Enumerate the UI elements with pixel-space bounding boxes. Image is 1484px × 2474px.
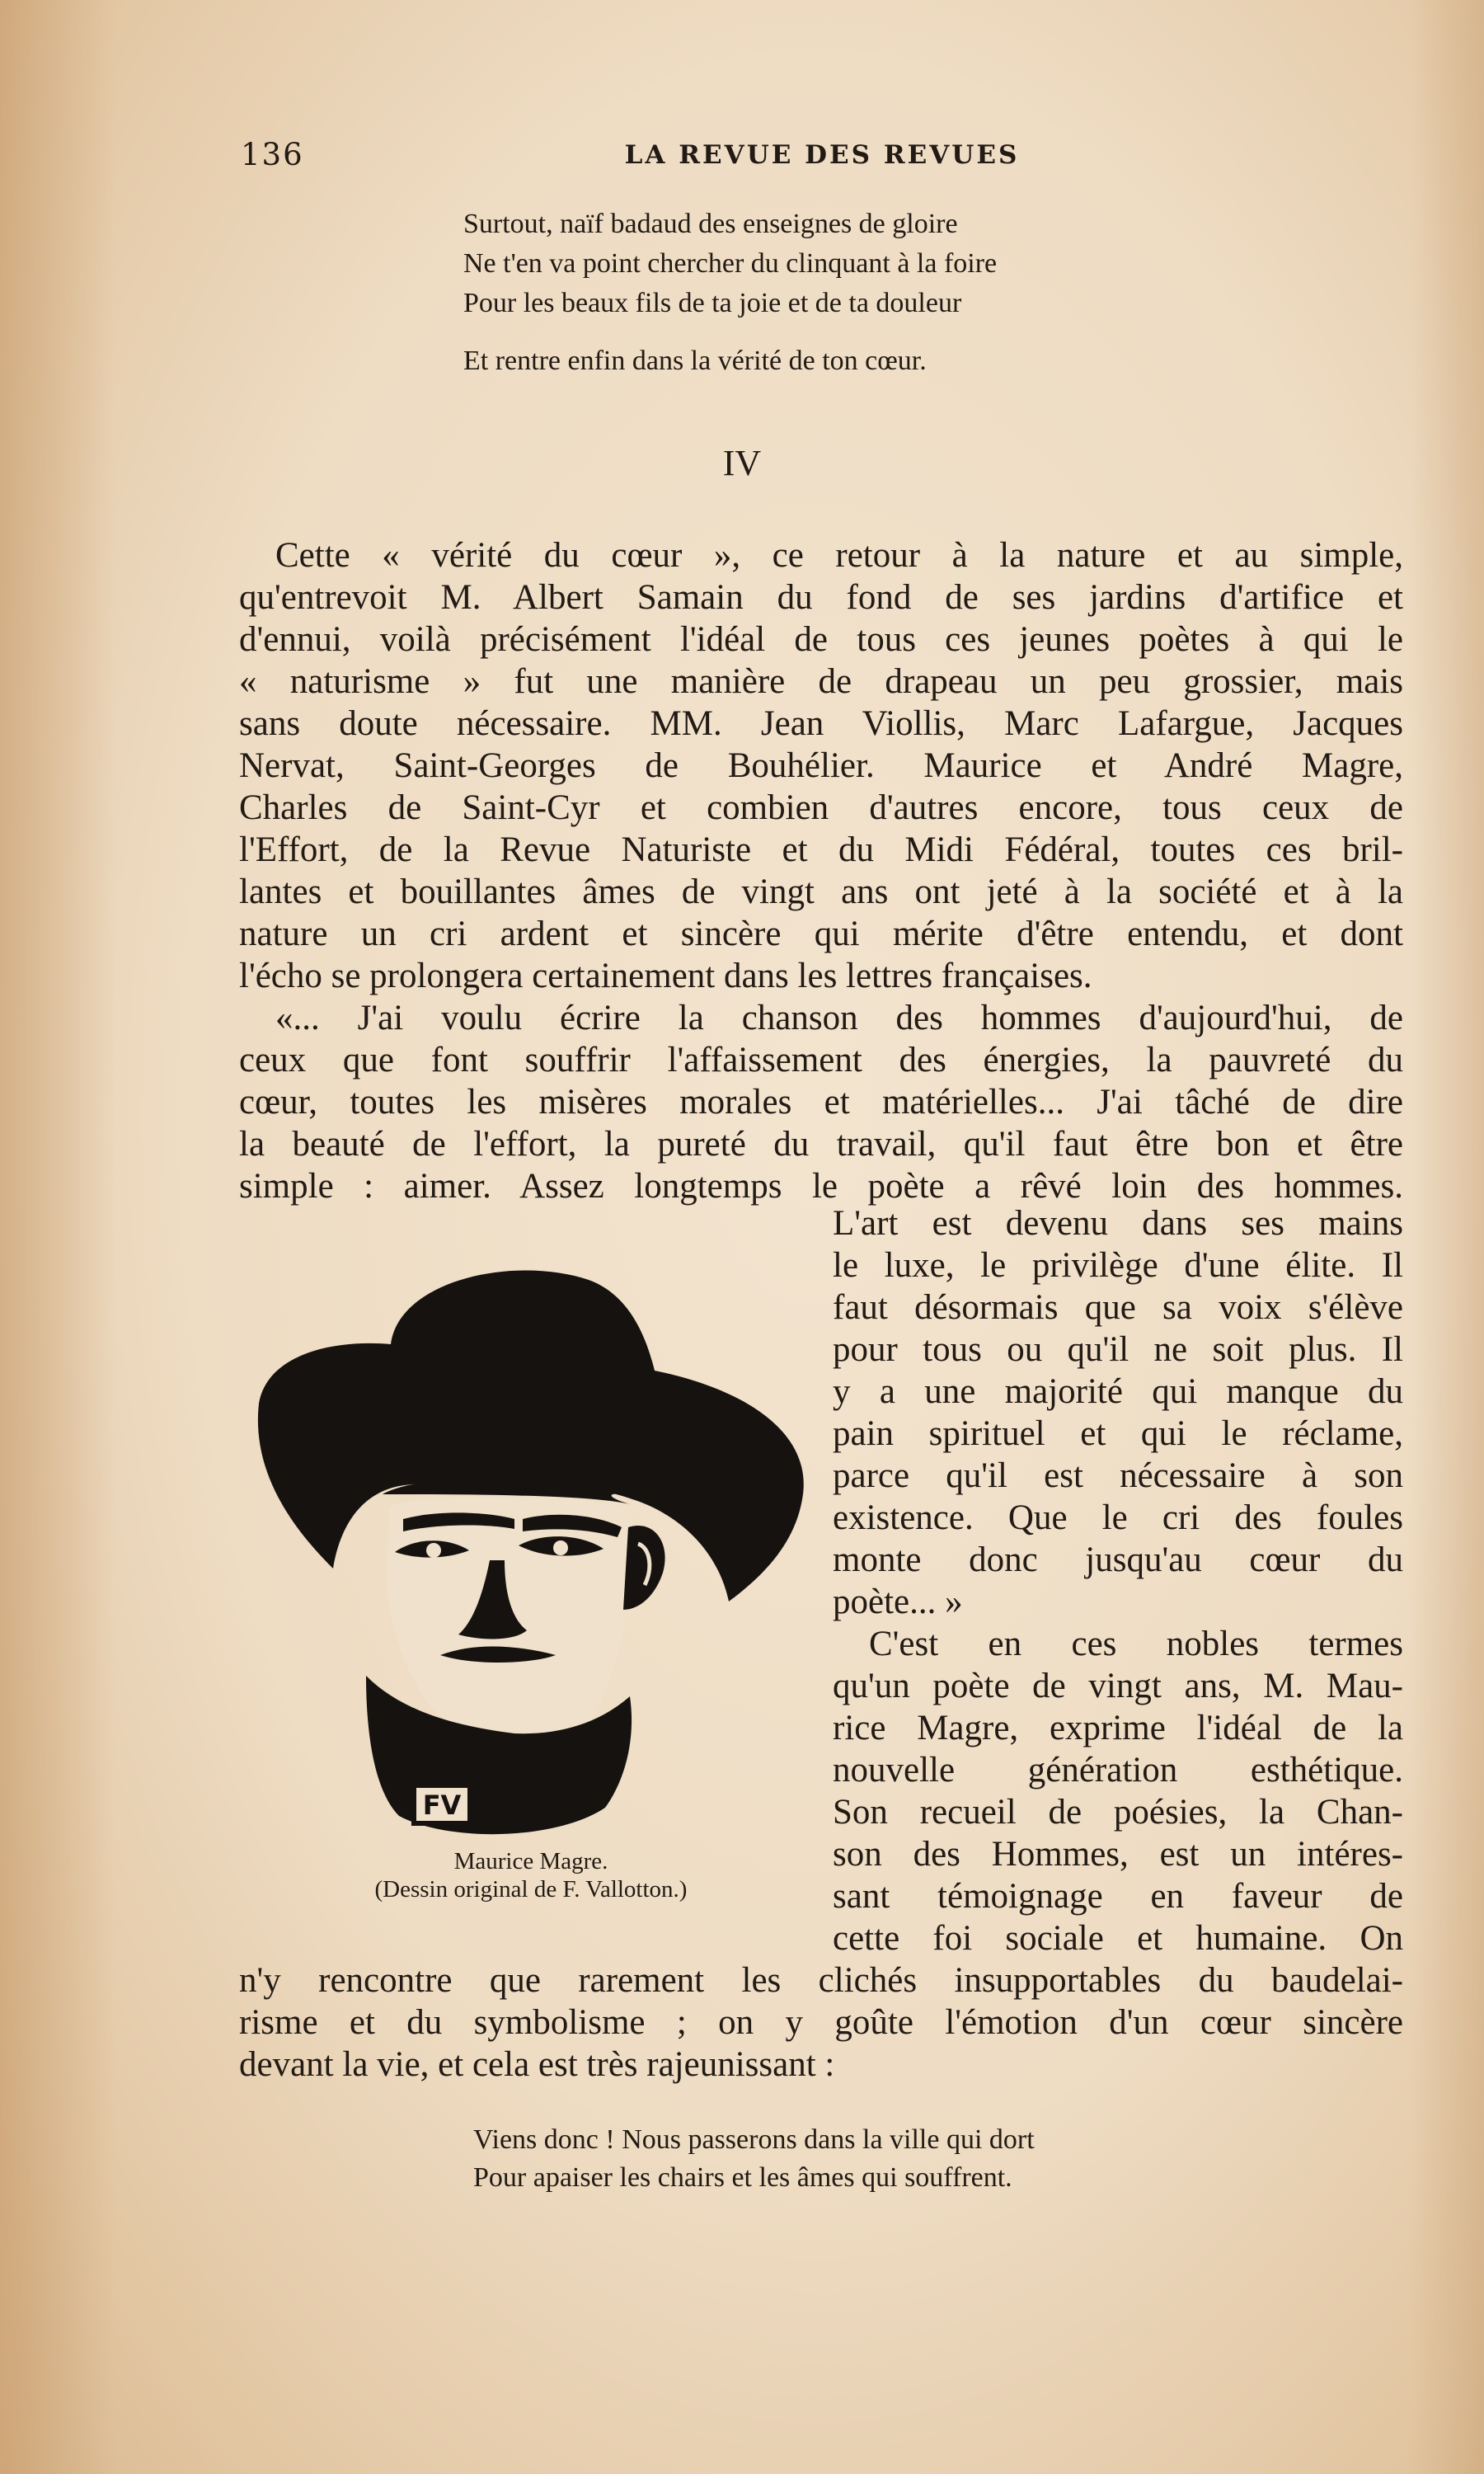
text-line: l'écho se prolongera certainement dans les lettres françaises. xyxy=(239,957,1092,995)
text-line: « naturisme » fut une manière de drapeau un peu grossier, mais xyxy=(239,662,1403,701)
verse-line: Pour les beaux fils de ta joie et de ta douleur xyxy=(463,288,962,318)
text-line: ceux que font souffrir l'affaissement des énergies, la pauvreté du xyxy=(239,1041,1403,1079)
text-line: la beauté de l'effort, la pureté du travail, qu'il faut être bon et être xyxy=(239,1125,1403,1164)
verse-line: Pour apaiser les chairs et les âmes qui souffrent. xyxy=(473,2162,1012,2193)
page-header xyxy=(241,137,1403,178)
text-line: Cette « vérité du cœur », ce retour à la nature et au simple, xyxy=(275,536,1403,575)
text-line: rice Magre, exprime l'idéal de la xyxy=(833,1709,1403,1747)
caption-credit: (Dessin original de F. Vallotton.) xyxy=(374,1876,688,1903)
text-line: Charles de Saint-Cyr et combien d'autres encore, tous ceux de xyxy=(239,788,1403,827)
text-line: sans doute nécessaire. MM. Jean Viollis, Marc Lafargue, Jacques xyxy=(239,704,1403,743)
paragraph-full-width xyxy=(239,534,1403,1207)
text-line: sant témoignage en faveur de xyxy=(833,1877,1403,1916)
text-line: monte donc jusqu'au cœur du xyxy=(833,1540,1403,1579)
text-line: Nervat, Saint-Georges de Bouhélier. Maurice et André Magre, xyxy=(239,746,1403,785)
verse-line: Et rentre enfin dans la vérité de ton cœur. xyxy=(463,346,927,376)
running-title: LA REVUE DES REVUES xyxy=(624,140,1020,170)
text-line: C'est en ces nobles termes xyxy=(869,1625,1403,1663)
verse-line: Viens donc ! Nous passerons dans la ville qui dort xyxy=(473,2124,1035,2155)
text-line: nature un cri ardent et sincère qui mérite d'être entendu, et dont xyxy=(239,915,1403,953)
text-line: pour tous ou qu'il ne soit plus. Il xyxy=(833,1330,1403,1369)
text-line: pain spirituel et qui le réclame, xyxy=(833,1414,1403,1453)
monogram: FV xyxy=(422,1790,462,1821)
verse-line: Ne t'en va point chercher du clinquant à la foire xyxy=(463,248,998,279)
figure-caption xyxy=(242,1847,819,1903)
text-line: parce qu'il est nécessaire à son xyxy=(833,1456,1403,1495)
caption-name: Maurice Magre. xyxy=(453,1848,608,1874)
text-line: lantes et bouillantes âmes de vingt ans ont jeté à la société et à la xyxy=(239,872,1403,911)
text-line: simple : aimer. Assez longtemps le poète a rêvé loin des hommes. xyxy=(239,1167,1403,1206)
text-line: nouvelle génération esthétique. xyxy=(833,1751,1403,1790)
portrait-woodcut xyxy=(242,1247,819,1849)
text-line: devant la vie, et cela est très rajeunissant : xyxy=(239,2045,835,2084)
section-number: IV xyxy=(722,443,762,483)
verse-bottom xyxy=(473,2121,1035,2197)
page-number: 136 xyxy=(241,137,304,172)
paper-edge-left xyxy=(0,0,115,2474)
text-line: y a une majorité qui manque du xyxy=(833,1372,1403,1411)
text-line: son des Hommes, est un intéres- xyxy=(833,1835,1403,1874)
verse-top xyxy=(463,205,997,381)
text-line: le luxe, le privilège d'une élite. Il xyxy=(833,1246,1403,1285)
text-line: qu'un poète de vingt ans, M. Mau- xyxy=(833,1667,1403,1705)
text-line: qu'entrevoit M. Albert Samain du fond de ses jardins d'artifice et xyxy=(239,578,1403,617)
text-line: cœur, toutes les misères morales et matérielles... J'ai tâché de dire xyxy=(239,1083,1403,1122)
paper-edge-right xyxy=(1410,0,1484,2474)
text-line: existence. Que le cri des foules xyxy=(833,1498,1403,1537)
text-line: cette foi sociale et humaine. On xyxy=(833,1919,1403,1958)
text-line: poète... » xyxy=(833,1583,963,1621)
text-line: n'y rencontre que rarement les clichés insupportables du baudelai- xyxy=(239,1961,1403,2000)
text-line: d'ennui, voilà précisément l'idéal de tous ces jeunes poètes à qui le xyxy=(239,620,1403,659)
text-line: risme et du symbolisme ; on y goûte l'émotion d'un cœur sincère xyxy=(239,2003,1403,2042)
text-line: l'Effort, de la Revue Naturiste et du Midi Fédéral, toutes ces bril- xyxy=(239,830,1403,869)
paragraph-right-column xyxy=(833,1202,1403,1959)
text-line: faut désormais que sa voix s'élève xyxy=(833,1288,1403,1327)
text-line: L'art est devenu dans ses mains xyxy=(833,1204,1403,1243)
text-line: «... J'ai voulu écrire la chanson des hommes d'aujourd'hui, de xyxy=(275,999,1403,1037)
verse-line: Surtout, naïf badaud des enseignes de gloire xyxy=(463,209,958,239)
paragraph-bottom xyxy=(239,1959,1403,2086)
text-line: Son recueil de poésies, la Chan- xyxy=(833,1793,1403,1832)
